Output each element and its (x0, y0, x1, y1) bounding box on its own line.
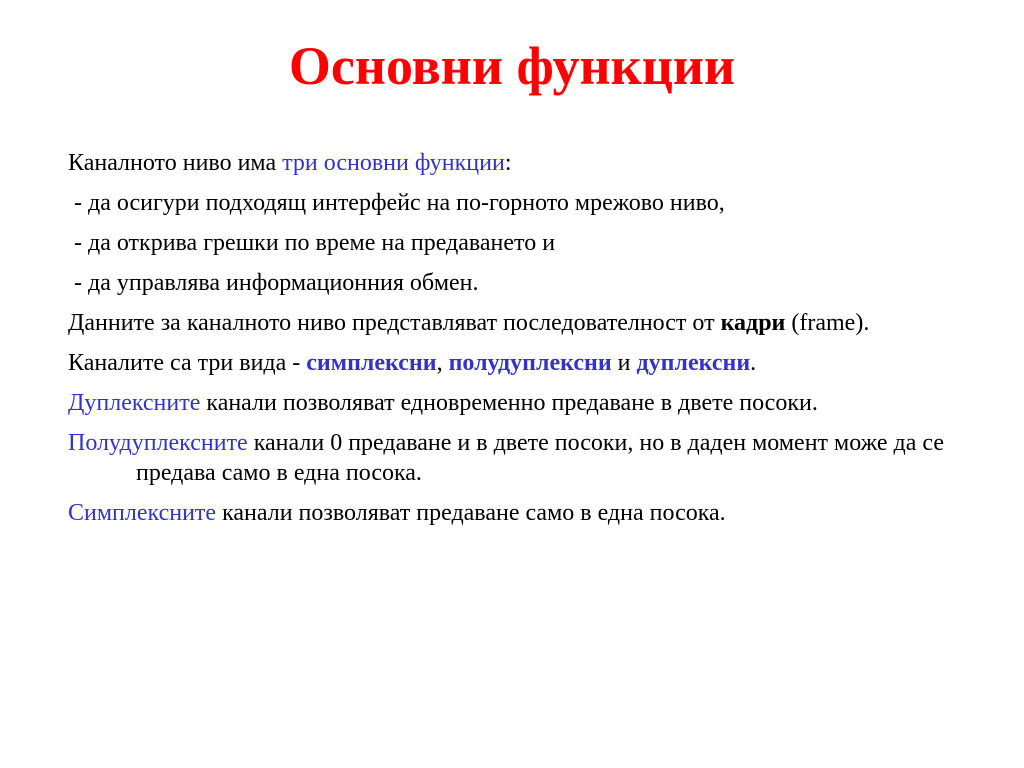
frames-note: (frame). (785, 310, 870, 336)
slide-body (68, 148, 988, 538)
simplex-term: Симплексните (68, 500, 217, 526)
intro-text: Каналното ниво има (68, 150, 283, 176)
channel-types-line (68, 348, 988, 378)
function-item-errors: - да открива грешки по време на предаването и (74, 230, 556, 256)
period: . (750, 350, 757, 376)
intro-line (68, 148, 988, 178)
separator-2: и (611, 350, 637, 376)
frames-text: Данните за каналното ниво представляват последователност от (68, 310, 721, 336)
half-duplex-term: Полудуплексните (68, 430, 248, 456)
frames-term: кадри (720, 310, 786, 336)
intro-highlight: три основни функции (282, 150, 505, 176)
duplex-description: канали позволяват едновременно предаване в двете посоки. (200, 390, 818, 416)
term-duplex: дуплексни (636, 350, 751, 376)
frames-line (68, 308, 988, 338)
channel-types-text: Каналите са три вида - (68, 350, 307, 376)
slide-title: Основни функции (288, 36, 736, 96)
term-half-duplex: полудуплексни (448, 350, 612, 376)
separator-1: , (436, 350, 449, 376)
simplex-description: канали позволяват предаване само в една посока. (216, 500, 726, 526)
function-item-exchange: - да управлява информационния обмен. (74, 270, 479, 296)
simplex-line (68, 498, 988, 528)
term-simplex: симплексни (306, 350, 437, 376)
half-duplex-line (68, 428, 988, 488)
half-duplex-description: канали 0 предаване и в двете посоки, но в даден момент може да се предава само в една посока. (136, 430, 944, 486)
duplex-term: Дуплексните (68, 390, 201, 416)
intro-colon: : (504, 150, 512, 176)
function-item-interface: - да осигури подходящ интерфейс на по-горното мрежово ниво, (74, 190, 725, 216)
duplex-line (68, 388, 988, 418)
